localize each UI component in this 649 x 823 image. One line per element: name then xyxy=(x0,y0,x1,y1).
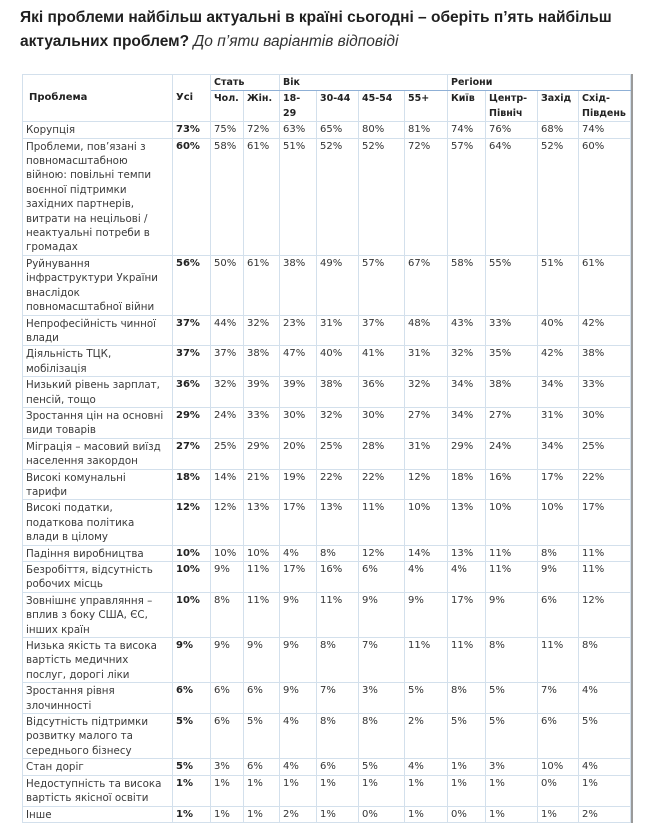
problem-label: Відсутність підтримки розвитку малого та середнього бізнесу xyxy=(23,714,173,759)
all-value: 6% xyxy=(173,683,211,714)
cell-value: 17% xyxy=(280,500,317,545)
table-row xyxy=(23,346,631,377)
cell-value: 35% xyxy=(486,346,538,377)
cell-value: 42% xyxy=(579,315,631,346)
cell-value: 10% xyxy=(538,500,579,545)
all-value: 9% xyxy=(173,638,211,683)
cell-value: 52% xyxy=(359,138,405,255)
cell-value: 81% xyxy=(405,122,448,138)
cell-value: 6% xyxy=(244,683,280,714)
problem-label: Діяльність ТЦК, мобілізація xyxy=(23,346,173,377)
cell-value: 5% xyxy=(486,714,538,759)
problem-label: Недоступність та висока вартість якісної освіти xyxy=(23,775,173,806)
cell-value: 74% xyxy=(448,122,486,138)
problem-label: Непрофесійність чинної влади xyxy=(23,315,173,346)
cell-value: 8% xyxy=(359,714,405,759)
cell-value: 74% xyxy=(579,122,631,138)
problem-label: Зростання рівня злочинності xyxy=(23,683,173,714)
cell-value: 4% xyxy=(405,562,448,593)
cell-value: 28% xyxy=(359,438,405,469)
table-row xyxy=(23,714,631,759)
cell-value: 11% xyxy=(359,500,405,545)
cell-value: 13% xyxy=(448,500,486,545)
cell-value: 12% xyxy=(211,500,244,545)
cell-value: 10% xyxy=(211,545,244,561)
cell-value: 0% xyxy=(359,806,405,822)
cell-value: 22% xyxy=(317,469,359,500)
all-value: 10% xyxy=(173,592,211,637)
table-row xyxy=(23,638,631,683)
problem-label: Падіння виробництва xyxy=(23,545,173,561)
cell-value: 39% xyxy=(244,377,280,408)
cell-value: 4% xyxy=(405,759,448,775)
all-value: 36% xyxy=(173,377,211,408)
cell-value: 60% xyxy=(579,138,631,255)
cell-value: 72% xyxy=(405,138,448,255)
all-value: 1% xyxy=(173,775,211,806)
cell-value: 42% xyxy=(538,346,579,377)
cell-value: 47% xyxy=(280,346,317,377)
cell-value: 1% xyxy=(317,775,359,806)
problem-label: Корупція xyxy=(23,122,173,138)
cell-value: 8% xyxy=(211,592,244,637)
table-row xyxy=(23,407,631,438)
cell-value: 40% xyxy=(317,346,359,377)
cell-value: 38% xyxy=(244,346,280,377)
cell-value: 4% xyxy=(579,759,631,775)
cell-value: 50% xyxy=(211,255,244,315)
cell-value: 34% xyxy=(448,377,486,408)
all-value: 60% xyxy=(173,138,211,255)
problem-label: Стан доріг xyxy=(23,759,173,775)
cell-value: 9% xyxy=(280,638,317,683)
cell-value: 2% xyxy=(405,714,448,759)
cell-value: 32% xyxy=(317,407,359,438)
cell-value: 9% xyxy=(538,562,579,593)
cell-value: 4% xyxy=(579,683,631,714)
cell-value: 5% xyxy=(244,714,280,759)
cell-value: 51% xyxy=(280,138,317,255)
cell-value: 32% xyxy=(405,377,448,408)
cell-value: 57% xyxy=(359,255,405,315)
cell-value: 9% xyxy=(211,638,244,683)
cell-value: 18% xyxy=(448,469,486,500)
all-value: 5% xyxy=(173,714,211,759)
cell-value: 49% xyxy=(317,255,359,315)
cell-value: 5% xyxy=(359,759,405,775)
cell-value: 32% xyxy=(244,315,280,346)
all-value: 73% xyxy=(173,122,211,138)
cell-value: 11% xyxy=(486,545,538,561)
cell-value: 6% xyxy=(538,714,579,759)
cell-value: 6% xyxy=(538,592,579,637)
cell-value: 8% xyxy=(538,545,579,561)
cell-value: 24% xyxy=(486,438,538,469)
question-subtitle: До п’яти варіантів відповіді xyxy=(193,33,399,50)
cell-value: 34% xyxy=(538,377,579,408)
cell-value: 1% xyxy=(486,775,538,806)
cell-value: 37% xyxy=(211,346,244,377)
results-table xyxy=(22,74,631,823)
problem-label: Безробіття, відсутність робочих місць xyxy=(23,562,173,593)
cell-value: 61% xyxy=(244,255,280,315)
header-problem: Проблема xyxy=(23,75,173,122)
problem-label: Інше xyxy=(23,806,173,822)
cell-value: 61% xyxy=(244,138,280,255)
cell-value: 13% xyxy=(317,500,359,545)
cell-value: 68% xyxy=(538,122,579,138)
cell-value: 6% xyxy=(211,683,244,714)
cell-value: 9% xyxy=(359,592,405,637)
cell-value: 17% xyxy=(280,562,317,593)
cell-value: 34% xyxy=(538,438,579,469)
cell-value: 33% xyxy=(579,377,631,408)
cell-value: 1% xyxy=(244,775,280,806)
cell-value: 41% xyxy=(359,346,405,377)
all-value: 12% xyxy=(173,500,211,545)
cell-value: 76% xyxy=(486,122,538,138)
cell-value: 24% xyxy=(211,407,244,438)
cell-value: 30% xyxy=(359,407,405,438)
cell-value: 5% xyxy=(405,683,448,714)
all-value: 18% xyxy=(173,469,211,500)
all-value: 37% xyxy=(173,346,211,377)
header-column: Київ xyxy=(448,91,486,122)
table-row xyxy=(23,562,631,593)
problem-label: Високі податки, податкова політика влади в цілому xyxy=(23,500,173,545)
cell-value: 11% xyxy=(244,562,280,593)
cell-value: 30% xyxy=(280,407,317,438)
cell-value: 40% xyxy=(538,315,579,346)
cell-value: 72% xyxy=(244,122,280,138)
cell-value: 61% xyxy=(579,255,631,315)
cell-value: 9% xyxy=(280,592,317,637)
table-body xyxy=(23,122,631,823)
problem-label: Міграція – масовий виїзд населення закордон xyxy=(23,438,173,469)
cell-value: 1% xyxy=(579,775,631,806)
cell-value: 36% xyxy=(359,377,405,408)
cell-value: 6% xyxy=(244,759,280,775)
cell-value: 63% xyxy=(280,122,317,138)
cell-value: 39% xyxy=(280,377,317,408)
cell-value: 43% xyxy=(448,315,486,346)
cell-value: 14% xyxy=(211,469,244,500)
cell-value: 7% xyxy=(538,683,579,714)
table-row xyxy=(23,122,631,138)
problem-label: Зростання цін на основні види товарів xyxy=(23,407,173,438)
header-column: Захід xyxy=(538,91,579,122)
cell-value: 51% xyxy=(538,255,579,315)
problem-label: Низька якість та висока вартість медичних послуг, дорогі ліки xyxy=(23,638,173,683)
cell-value: 1% xyxy=(405,806,448,822)
results-table-container xyxy=(22,74,633,823)
cell-value: 9% xyxy=(280,683,317,714)
question-title xyxy=(20,6,640,54)
table-row xyxy=(23,759,631,775)
cell-value: 1% xyxy=(359,775,405,806)
cell-value: 8% xyxy=(448,683,486,714)
cell-value: 4% xyxy=(448,562,486,593)
header-column: Жін. xyxy=(244,91,280,122)
cell-value: 4% xyxy=(280,545,317,561)
cell-value: 31% xyxy=(538,407,579,438)
cell-value: 3% xyxy=(359,683,405,714)
cell-value: 34% xyxy=(448,407,486,438)
header-column: 18-29 xyxy=(280,91,317,122)
cell-value: 8% xyxy=(317,638,359,683)
header-column: Чол. xyxy=(211,91,244,122)
all-value: 10% xyxy=(173,545,211,561)
cell-value: 1% xyxy=(448,775,486,806)
cell-value: 1% xyxy=(538,806,579,822)
cell-value: 22% xyxy=(359,469,405,500)
cell-value: 25% xyxy=(579,438,631,469)
cell-value: 12% xyxy=(579,592,631,637)
cell-value: 29% xyxy=(244,438,280,469)
cell-value: 5% xyxy=(448,714,486,759)
cell-value: 57% xyxy=(448,138,486,255)
cell-value: 23% xyxy=(280,315,317,346)
problem-label: Низький рівень зарплат, пенсій, тощо xyxy=(23,377,173,408)
header-column: 45-54 xyxy=(359,91,405,122)
cell-value: 52% xyxy=(538,138,579,255)
cell-value: 48% xyxy=(405,315,448,346)
cell-value: 38% xyxy=(486,377,538,408)
table-row xyxy=(23,469,631,500)
cell-value: 1% xyxy=(211,775,244,806)
cell-value: 25% xyxy=(317,438,359,469)
cell-value: 1% xyxy=(486,806,538,822)
header-group-regions: Регіони xyxy=(448,75,631,91)
table-row xyxy=(23,377,631,408)
cell-value: 13% xyxy=(448,545,486,561)
cell-value: 58% xyxy=(211,138,244,255)
cell-value: 38% xyxy=(280,255,317,315)
cell-value: 16% xyxy=(486,469,538,500)
cell-value: 3% xyxy=(486,759,538,775)
header-column: Центр-Північ xyxy=(486,91,538,122)
cell-value: 4% xyxy=(280,759,317,775)
cell-value: 11% xyxy=(486,562,538,593)
all-value: 27% xyxy=(173,438,211,469)
cell-value: 25% xyxy=(211,438,244,469)
cell-value: 65% xyxy=(317,122,359,138)
cell-value: 9% xyxy=(405,592,448,637)
cell-value: 29% xyxy=(448,438,486,469)
cell-value: 6% xyxy=(317,759,359,775)
table-row xyxy=(23,138,631,255)
table-row xyxy=(23,592,631,637)
cell-value: 32% xyxy=(448,346,486,377)
cell-value: 9% xyxy=(211,562,244,593)
cell-value: 80% xyxy=(359,122,405,138)
table-row xyxy=(23,500,631,545)
cell-value: 2% xyxy=(579,806,631,822)
cell-value: 5% xyxy=(486,683,538,714)
cell-value: 8% xyxy=(317,545,359,561)
cell-value: 11% xyxy=(538,638,579,683)
cell-value: 1% xyxy=(448,759,486,775)
cell-value: 1% xyxy=(280,775,317,806)
problem-label: Високі комунальні тарифи xyxy=(23,469,173,500)
cell-value: 21% xyxy=(244,469,280,500)
cell-value: 31% xyxy=(405,438,448,469)
cell-value: 8% xyxy=(317,714,359,759)
cell-value: 75% xyxy=(211,122,244,138)
cell-value: 16% xyxy=(317,562,359,593)
cell-value: 11% xyxy=(579,545,631,561)
cell-value: 67% xyxy=(405,255,448,315)
cell-value: 10% xyxy=(405,500,448,545)
cell-value: 1% xyxy=(244,806,280,822)
header-column: 55+ xyxy=(405,91,448,122)
table-row xyxy=(23,775,631,806)
cell-value: 11% xyxy=(244,592,280,637)
table-row xyxy=(23,315,631,346)
cell-value: 33% xyxy=(244,407,280,438)
table-row xyxy=(23,806,631,822)
all-value: 10% xyxy=(173,562,211,593)
header-group-gender: Стать xyxy=(211,75,280,91)
cell-value: 10% xyxy=(486,500,538,545)
cell-value: 6% xyxy=(359,562,405,593)
table-row xyxy=(23,438,631,469)
cell-value: 12% xyxy=(405,469,448,500)
cell-value: 52% xyxy=(317,138,359,255)
cell-value: 17% xyxy=(579,500,631,545)
cell-value: 27% xyxy=(486,407,538,438)
table-row xyxy=(23,545,631,561)
cell-value: 3% xyxy=(211,759,244,775)
cell-value: 31% xyxy=(317,315,359,346)
all-value: 37% xyxy=(173,315,211,346)
cell-value: 0% xyxy=(448,806,486,822)
cell-value: 33% xyxy=(486,315,538,346)
cell-value: 32% xyxy=(211,377,244,408)
cell-value: 37% xyxy=(359,315,405,346)
all-value: 5% xyxy=(173,759,211,775)
cell-value: 20% xyxy=(280,438,317,469)
cell-value: 44% xyxy=(211,315,244,346)
cell-value: 14% xyxy=(405,545,448,561)
header-column: 30-44 xyxy=(317,91,359,122)
cell-value: 2% xyxy=(280,806,317,822)
cell-value: 58% xyxy=(448,255,486,315)
cell-value: 30% xyxy=(579,407,631,438)
cell-value: 11% xyxy=(448,638,486,683)
table-row xyxy=(23,255,631,315)
header-column: Схід-Південь xyxy=(579,91,631,122)
cell-value: 7% xyxy=(359,638,405,683)
cell-value: 1% xyxy=(317,806,359,822)
problem-label: Зовнішнє управляння – вплив з боку США, ЄС, інших країн xyxy=(23,592,173,637)
cell-value: 9% xyxy=(486,592,538,637)
cell-value: 19% xyxy=(280,469,317,500)
all-value: 29% xyxy=(173,407,211,438)
cell-value: 31% xyxy=(405,346,448,377)
cell-value: 5% xyxy=(579,714,631,759)
all-value: 56% xyxy=(173,255,211,315)
cell-value: 27% xyxy=(405,407,448,438)
header-all: Усі xyxy=(173,75,211,122)
cell-value: 7% xyxy=(317,683,359,714)
table-row xyxy=(23,683,631,714)
cell-value: 17% xyxy=(448,592,486,637)
cell-value: 17% xyxy=(538,469,579,500)
cell-value: 38% xyxy=(579,346,631,377)
cell-value: 22% xyxy=(579,469,631,500)
all-value: 1% xyxy=(173,806,211,822)
cell-value: 13% xyxy=(244,500,280,545)
question-text: Які проблеми найбільш актуальні в країні сьогодні – оберіть п’ять найбільш актуальних проблем? xyxy=(20,9,612,50)
cell-value: 6% xyxy=(211,714,244,759)
cell-value: 64% xyxy=(486,138,538,255)
cell-value: 10% xyxy=(244,545,280,561)
cell-value: 12% xyxy=(359,545,405,561)
cell-value: 1% xyxy=(211,806,244,822)
cell-value: 38% xyxy=(317,377,359,408)
cell-value: 55% xyxy=(486,255,538,315)
cell-value: 0% xyxy=(538,775,579,806)
cell-value: 11% xyxy=(579,562,631,593)
header-group-row xyxy=(23,75,631,91)
cell-value: 8% xyxy=(486,638,538,683)
cell-value: 8% xyxy=(579,638,631,683)
cell-value: 11% xyxy=(405,638,448,683)
cell-value: 4% xyxy=(280,714,317,759)
cell-value: 11% xyxy=(317,592,359,637)
cell-value: 10% xyxy=(538,759,579,775)
header-group-age: Вік xyxy=(280,75,448,91)
problem-label: Проблеми, пов’язані з повномасштабною війною: повільні темпи воєнної підтримки західних партнерів, витрати на нецільові / неактуальні потреби в громадах xyxy=(23,138,173,255)
cell-value: 1% xyxy=(405,775,448,806)
problem-label: Руйнування інфраструктури України внаслідок повномасштабної війни xyxy=(23,255,173,315)
cell-value: 9% xyxy=(244,638,280,683)
